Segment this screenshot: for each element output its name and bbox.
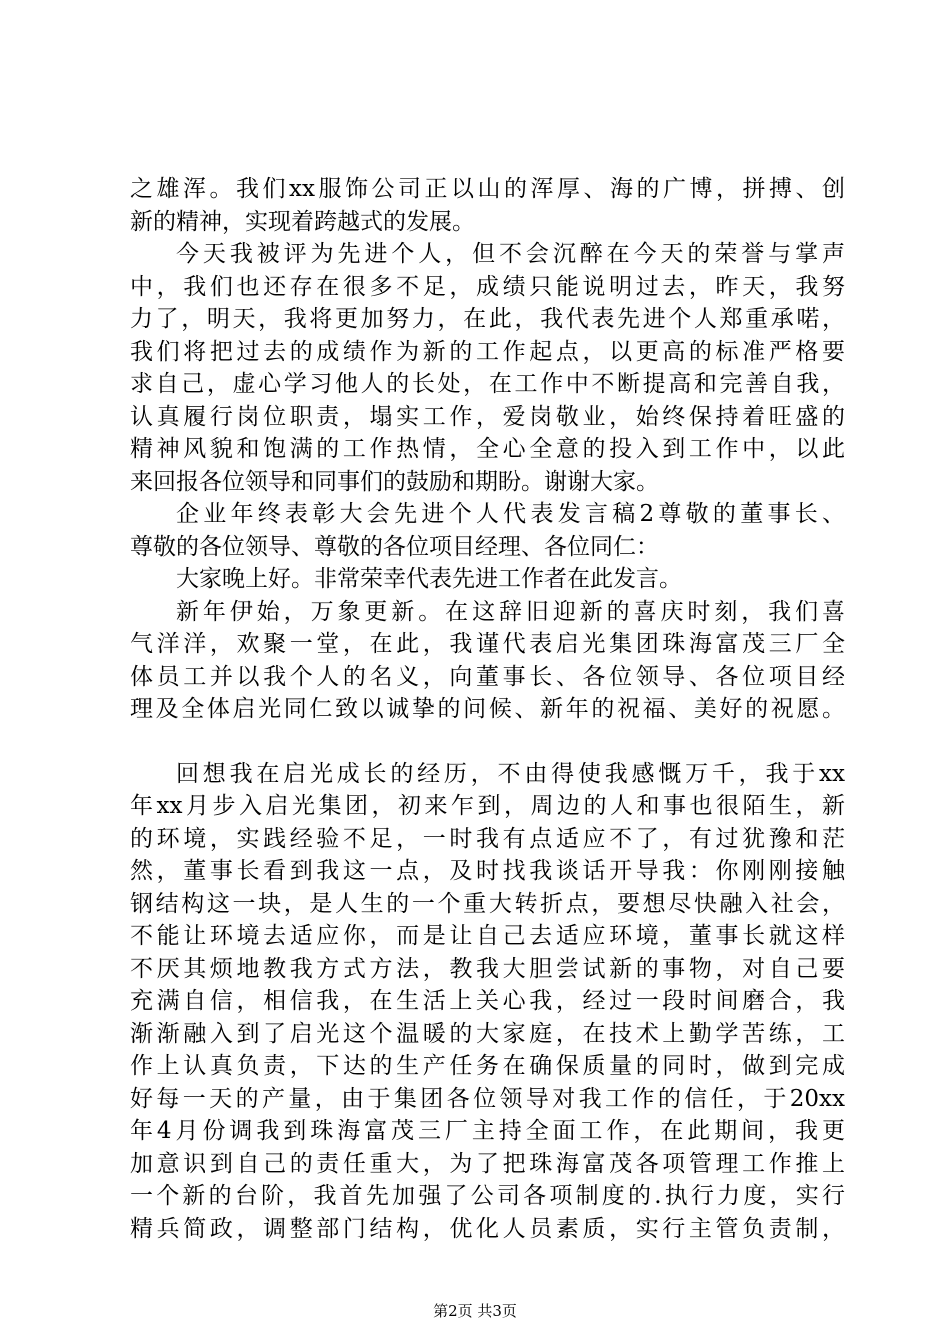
text-line: 好每一天的产量，由于集团各位领导对我工作的信任，于20xx (130, 1085, 845, 1112)
text-line: 之雄浑。我们xx服饰公司正以山的浑厚、海的广博，拼搏、创 (130, 176, 845, 202)
text-line: 渐渐融入到了启光这个温暖的大家庭，在技术上勤学苦练，工 (130, 1020, 845, 1047)
text-line: 力了，明天，我将更加努力，在此，我代表先进个人郑重承喏， (130, 306, 845, 332)
text-line: 认真履行岗位职责，塌实工作，爱岗敬业，始终保持着旺盛的 (130, 403, 845, 430)
text-line: 精神风貌和饱满的工作热情，全心全意的投入到工作中，以此 (130, 436, 845, 462)
text-line: 钢结构这一块，是人生的一个重大转折点，要想尽快融入社会， (130, 890, 845, 917)
text-line: 回想我在启光成长的经历，不由得使我感慨万千，我于xx (176, 760, 845, 787)
text-line: 充满自信，相信我，在生活上关心我，经过一段时间磨合，我 (130, 988, 845, 1014)
text-line: 尊敬的各位领导、尊敬的各位项目经理、各位同仁： (130, 533, 659, 560)
text-line: 不能让环境去适应你，而是让自己去适应环境，董事长就这样 (130, 923, 845, 949)
text-line: 来回报各位领导和同事们的鼓励和期盼。谢谢大家。 (130, 468, 659, 495)
page-footer: 第2页 共3页 (433, 1302, 517, 1320)
text-line: 加意识到自己的责任重大，为了把珠海富茂各项管理工作推上 (130, 1150, 845, 1177)
text-line: 年4月份调我到珠海富茂三厂主持全面工作，在此期间，我更 (130, 1118, 845, 1144)
text-line: 不厌其烦地教我方式方法，教我大胆尝试新的事物，对自己要 (130, 955, 845, 982)
text-line: 新的精神，实现着跨越式的发展。 (130, 208, 475, 235)
text-line: 气洋洋，欢聚一堂，在此，我谨代表启光集团珠海富茂三厂全 (130, 631, 845, 657)
text-line: 大家晚上好。非常荣幸代表先进工作者在此发言。 (176, 566, 682, 592)
text-line: 中，我们也还存在很多不足，成绩只能说明过去，昨天，我努 (130, 273, 845, 300)
text-line: 企业年终表彰大会先进个人代表发言稿2尊敬的董事长、 (176, 501, 845, 527)
text-line: 的环境，实践经验不足，一时我有点适应不了，有过犹豫和茫 (130, 825, 845, 852)
text-line: 我们将把过去的成绩作为新的工作起点，以更高的标准严格要 (130, 338, 845, 365)
text-line: 作上认真负责，下达的生产任务在确保质量的同时，做到完成 (130, 1053, 845, 1079)
text-line: 体员工并以我个人的名义，向董事长、各位领导、各位项目经 (130, 663, 845, 690)
text-line: 一个新的台阶，我首先加强了公司各项制度的.执行力度，实行 (130, 1183, 845, 1209)
text-line: 然，董事长看到我这一点，及时找我谈话开导我：你刚刚接触 (130, 858, 845, 884)
text-line: 年xx月步入启光集团，初来乍到，周边的人和事也很陌生，新 (130, 793, 845, 819)
document-body (130, 173, 845, 1245)
text-line: 精兵简政，调整部门结构，优化人员素质，实行主管负责制， (130, 1215, 845, 1242)
text-line: 新年伊始，万象更新。在这辞旧迎新的喜庆时刻，我们喜 (176, 598, 845, 625)
text-line: 求自己，虚心学习他人的长处，在工作中不断提高和完善自我， (130, 371, 845, 397)
text-line: 今天我被评为先进个人，但不会沉醉在今天的荣誉与掌声 (176, 241, 845, 267)
text-line: 理及全体启光同仁致以诚挚的问候、新年的祝福、美好的祝愿。 (130, 696, 845, 722)
paragraph-gap (130, 726, 845, 758)
